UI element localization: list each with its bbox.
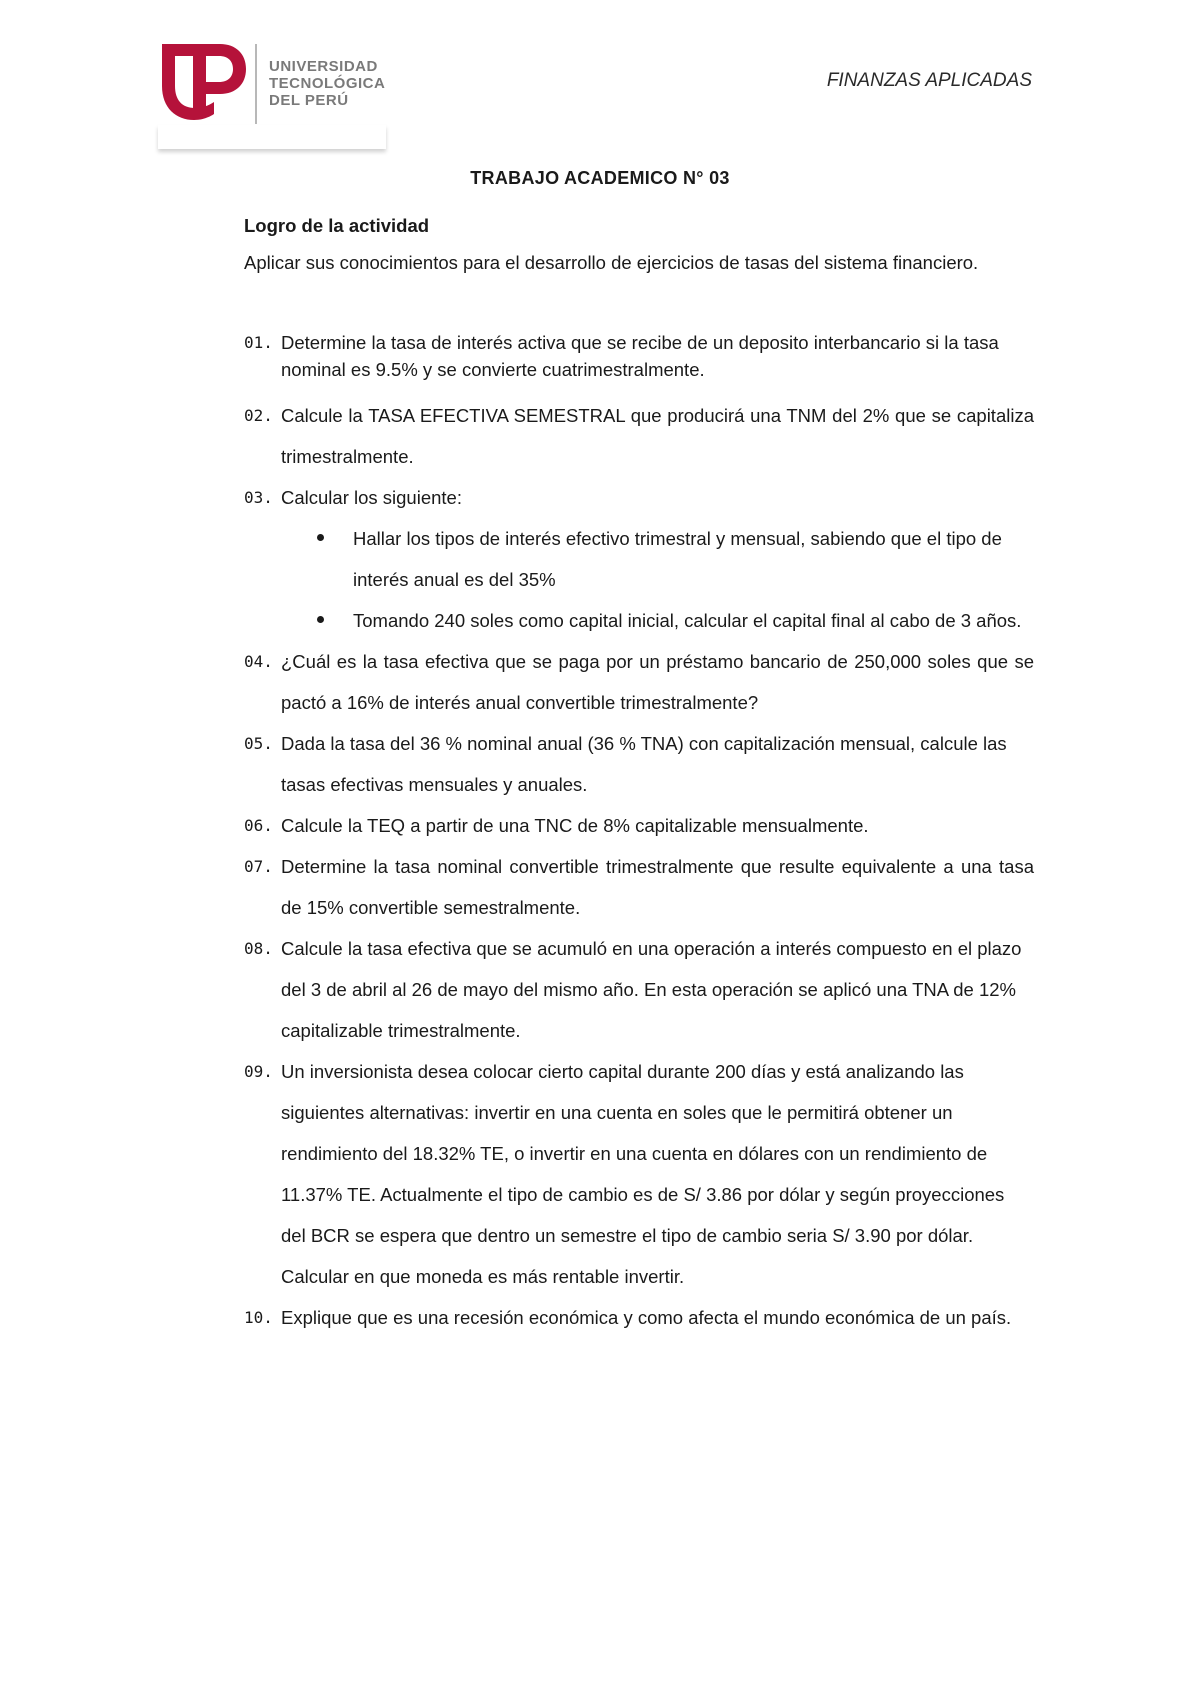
- question-number: 10.: [244, 1308, 273, 1327]
- question-number: 01.: [244, 333, 273, 352]
- utp-logo-mark-icon: [158, 42, 248, 126]
- course-header: FINANZAS APLICADAS: [826, 70, 1032, 91]
- question-text: Explique que es una recesión económica y como afecta el mundo económica de un país.: [281, 1307, 1012, 1328]
- question-number: 04.: [244, 652, 273, 671]
- document-body: [244, 215, 1034, 1338]
- question-text: Determine la tasa de interés activa que se recibe de un deposito interbancario si la tasa nominal es 9.5% y se convierte cuatrimestralmente.: [281, 332, 999, 380]
- bullet-item: [281, 600, 1034, 641]
- bullet-item: [281, 518, 1034, 600]
- question-item: [244, 928, 1034, 1051]
- bullet-text: Hallar los tipos de interés efectivo trimestral y mensual, sabiendo que el tipo de interés anual es del 35%: [353, 528, 1002, 590]
- question-item: [244, 1051, 1034, 1297]
- question-text: Determine la tasa nominal convertible trimestralmente que resulte equivalente a una tasa de 15% convertible semestralmente.: [281, 856, 1034, 918]
- question-item: [244, 641, 1034, 723]
- university-logo: [158, 42, 388, 152]
- question-number: 03.: [244, 488, 273, 507]
- question-text: Calcule la TEQ a partir de una TNC de 8% capitalizable mensualmente.: [281, 815, 869, 836]
- question-number: 02.: [244, 406, 273, 425]
- question-item: [244, 723, 1034, 805]
- bullet-dot-icon: [317, 616, 324, 623]
- section-heading: Logro de la actividad: [244, 215, 430, 236]
- question-text: Calcule la TASA EFECTIVA SEMESTRAL que producirá una TNM del 2% que se capitaliza trimestralmente.: [281, 405, 1034, 467]
- question-item: [244, 477, 1034, 641]
- bullet-list: [281, 518, 1034, 641]
- question-text: Dada la tasa del 36 % nominal anual (36 % TNA) con capitalización mensual, calcule las tasas efectivas mensuales y anuales.: [281, 733, 1007, 795]
- question-number: 09.: [244, 1062, 273, 1081]
- question-item: [244, 805, 1034, 846]
- question-number: 07.: [244, 857, 273, 876]
- logo-wordmark: [269, 58, 385, 109]
- bullet-text: Tomando 240 soles como capital inicial, calcular el capital final al cabo de 3 años.: [353, 610, 1022, 631]
- document-title: TRABAJO ACADEMICO N° 03: [470, 168, 730, 188]
- section-text: Aplicar sus conocimientos para el desarrollo de ejercicios de tasas del sistema financiero.: [244, 252, 979, 273]
- question-text: ¿Cuál es la tasa efectiva que se paga por un préstamo bancario de 250,000 soles que se pactó a 16% de interés anual convertible trimestralmente?: [281, 651, 1034, 713]
- logo-line-2: TECNOLÓGICA: [269, 75, 386, 92]
- question-item: [244, 395, 1034, 477]
- question-text: Calcule la tasa efectiva que se acumuló en una operación a interés compuesto en el plazo del 3 de abril al 26 de mayo del mismo año. En esta operación se aplicó una TNA de 12% capitalizable trimestralmente.: [281, 938, 1022, 1041]
- question-text: Un inversionista desea colocar cierto capital durante 200 días y está analizando las siguientes alternativas: invertir en una cuenta en soles que le permitirá obtener un rendimiento del 18.32% TE, o invertir en una cuenta en dólares con un rendimiento de 11.37% TE. Actualmente el tipo de cambio es de S/ 3.86 por dólar y según proyecciones del BCR se espera que dentro un semestre el tipo de cambio seria S/ 3.90 por dólar. Calcular en que moneda es más rentable invertir.: [281, 1061, 1005, 1287]
- logo-divider: [255, 44, 257, 124]
- question-text: Calcular los siguiente:: [281, 487, 462, 508]
- logo-line-3: DEL PERÚ: [269, 92, 349, 109]
- question-number: 06.: [244, 816, 273, 835]
- question-list: [244, 329, 1034, 1338]
- question-item: [244, 846, 1034, 928]
- question-number: 05.: [244, 734, 273, 753]
- question-item: [244, 1297, 1034, 1338]
- bullet-dot-icon: [317, 534, 324, 541]
- logo-line-1: UNIVERSIDAD: [269, 58, 378, 75]
- question-number: 08.: [244, 939, 273, 958]
- question-item: [244, 329, 1034, 383]
